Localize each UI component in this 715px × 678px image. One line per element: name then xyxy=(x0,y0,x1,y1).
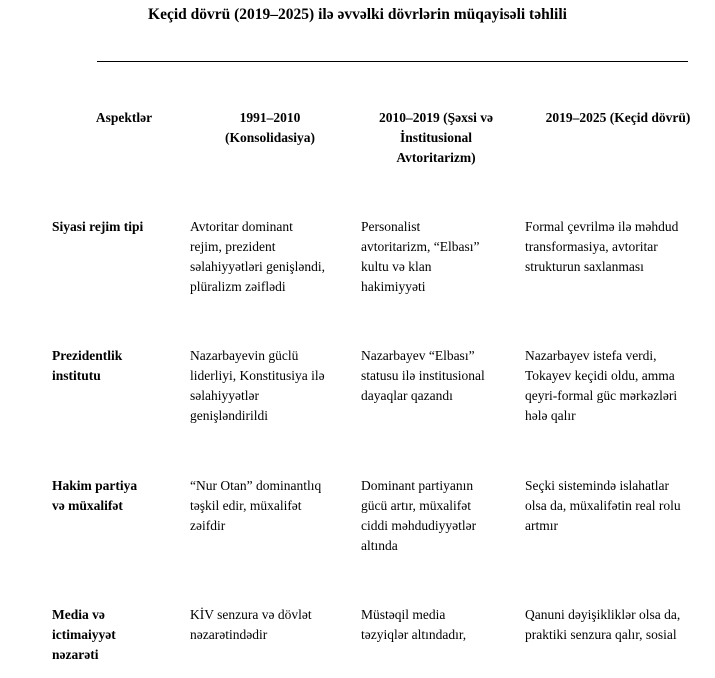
cell-line: strukturun saxlanması xyxy=(525,259,644,274)
cell-line: nəzarətindədir xyxy=(190,627,268,642)
cell-line: gücü artır, müxalifət xyxy=(361,498,472,513)
table-cell xyxy=(190,605,312,645)
row-aspect-label xyxy=(52,217,143,237)
cell-line: qeyri-formal güc mərkəzləri xyxy=(525,388,678,403)
cell-line: Media və xyxy=(52,607,105,622)
column-header xyxy=(508,108,715,128)
table-cell xyxy=(525,217,678,277)
table-cell xyxy=(525,476,681,536)
cell-line: Qanuni dəyişikliklər olsa da, xyxy=(525,607,681,622)
cell-line: Personalist xyxy=(361,219,421,234)
table-cell xyxy=(525,605,680,645)
cell-line: 2019–2025 (Keçid dövrü) xyxy=(545,110,691,125)
cell-line: Avtoritar dominant xyxy=(190,219,293,234)
cell-line: ictimaiyyət xyxy=(52,627,116,642)
cell-line: artmır xyxy=(525,518,558,533)
cell-line: olsa da, müxalifətin real rolu xyxy=(525,498,681,513)
row-aspect-label xyxy=(52,346,122,386)
cell-line: İnstitusional xyxy=(399,130,473,145)
title-divider xyxy=(97,61,688,62)
cell-line: KİV senzura və dövlət xyxy=(190,607,312,622)
cell-line: Nazarbayevin güclü xyxy=(190,348,299,363)
cell-line: Tokayev keçidi oldu, amma xyxy=(525,368,675,383)
cell-line: praktiki senzura qalır, sosial xyxy=(525,627,677,642)
cell-line: səlahiyyətlər xyxy=(190,388,259,403)
cell-line: hələ qalır xyxy=(525,408,576,423)
row-aspect-label xyxy=(52,476,137,516)
cell-line: səlahiyyətləri genişləndi, xyxy=(190,259,325,274)
cell-line: Hakim partiya xyxy=(52,478,138,493)
cell-line: təşkil edir, müxalifət xyxy=(190,498,302,513)
cell-line: statusu ilə institusional xyxy=(361,368,485,383)
cell-line: “Nur Otan” dominantlıq xyxy=(190,478,322,493)
cell-line: zəifdir xyxy=(190,518,226,533)
table-cell xyxy=(190,346,325,426)
cell-line: Formal çevrilmə ilə məhdud xyxy=(525,219,679,234)
cell-line: Aspektlər xyxy=(95,110,153,125)
table-cell xyxy=(190,217,325,297)
cell-line: plüralizm zəiflədi xyxy=(190,279,286,294)
table-cell xyxy=(361,346,485,406)
cell-line: (Konsolidasiya) xyxy=(224,130,316,145)
cell-line: liderliyi, Konstitusiya ilə xyxy=(190,368,325,383)
table-cell xyxy=(361,476,476,556)
table-cell xyxy=(190,476,321,536)
cell-line: dayaqlar qazandı xyxy=(361,388,453,403)
cell-line: Prezidentlik xyxy=(52,348,123,363)
table-cell xyxy=(361,605,466,645)
cell-line: Avtoritarizm) xyxy=(396,150,476,165)
cell-line: institutu xyxy=(52,368,101,383)
cell-line: 2010–2019 (Şəxsi və xyxy=(379,110,493,125)
document-title: Keçid dövrü (2019–2025) ilə əvvəlki dövrlərin müqayisəli təhlili xyxy=(148,6,567,23)
cell-line: transformasiya, avtoritar xyxy=(525,239,658,254)
cell-line: Dominant partiyanın xyxy=(361,478,474,493)
cell-line: 1991–2010 xyxy=(239,110,301,125)
cell-line: ciddi məhdudiyyətlər xyxy=(361,518,477,533)
cell-line: təzyiqlər altındadır, xyxy=(361,627,467,642)
row-aspect-label xyxy=(52,605,116,665)
table-cell xyxy=(525,346,677,426)
cell-line: Nazarbayev istefa verdi, xyxy=(525,348,657,363)
cell-line: kultu və klan xyxy=(361,259,432,274)
cell-line: Nazarbayev “Elbası” xyxy=(361,348,475,363)
cell-line: rejim, prezident xyxy=(190,239,276,254)
cell-line: hakimiyyəti xyxy=(361,279,426,294)
cell-line: avtoritarizm, “Elbası” xyxy=(361,239,480,254)
cell-line: və müxalifət xyxy=(52,498,123,513)
cell-line: genişləndirildi xyxy=(190,408,268,423)
cell-line: nəzarəti xyxy=(52,647,99,662)
cell-line: Müstəqil media xyxy=(361,607,446,622)
cell-line: Siyasi rejim tipi xyxy=(52,219,144,234)
table-cell xyxy=(361,217,479,297)
cell-line: Seçki sistemində islahatlar xyxy=(525,478,669,493)
cell-line: altında xyxy=(361,538,398,553)
